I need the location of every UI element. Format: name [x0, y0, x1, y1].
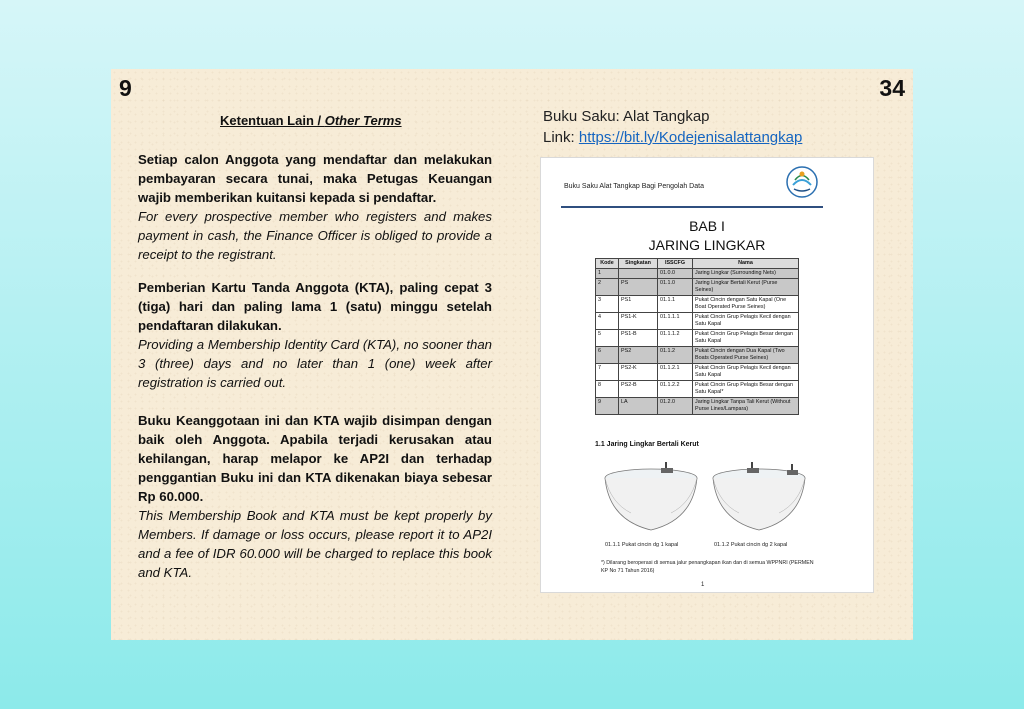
cell-kode: 2	[596, 279, 619, 296]
cell-nama: Pukat Cincin dengan Satu Kapal (One Boat Operated Purse Seines)	[693, 296, 799, 313]
table-header-row	[596, 259, 799, 269]
table-row	[596, 330, 799, 347]
purse-seine-two-boats-icon	[713, 462, 805, 530]
table-row	[596, 347, 799, 364]
table-row	[596, 279, 799, 296]
col-isscfg: ISSCFG	[658, 259, 693, 269]
table-row	[596, 313, 799, 330]
cell-kode: 6	[596, 347, 619, 364]
doc-page-number: 1	[701, 582, 705, 588]
terms-paragraph-1	[138, 150, 492, 264]
terms-paragraph-2	[138, 278, 492, 392]
doc-footnote: *) Dilarang beroperasi di semua jalur penangkapan ikan dan di semua WPPNRI (PERMEN KP No 71 Tahun 2016)	[601, 560, 814, 574]
col-nama: Nama	[693, 259, 799, 269]
terms-paragraph-2-id: Pemberian Kartu Tanda Anggota (KTA), paling cepat 3 (tiga) hari dan paling lama 1 (satu) minggu setelah pendaftaran dilakukan.	[138, 280, 492, 333]
col-kode: Kode	[596, 259, 619, 269]
terms-paragraph-2-en: Providing a Membership Identity Card (KTA), no sooner than 3 (three) days and no later than 1 (one) week after registration is carried out.	[138, 337, 492, 390]
fishing-gear-table	[595, 258, 799, 415]
cell-singkatan	[619, 269, 658, 279]
cell-nama: Jaring Lingkar Bertali Kerut (Purse Seines)	[693, 279, 799, 296]
cell-kode: 7	[596, 364, 619, 381]
cell-isscfg: 01.1.0	[658, 279, 693, 296]
cell-nama: Pukat Cincin Grup Pelagis Besar dengan Satu Kapal	[693, 330, 799, 347]
terms-title-id: Ketentuan Lain /	[220, 113, 325, 128]
cell-kode: 9	[596, 398, 619, 415]
terms-paragraph-3-id: Buku Keanggotaan ini dan KTA wajib disimpan dengan baik oleh Anggota. Apabila terjadi kerusakan atau kehilangan, harap melapor ke AP2I dan terhadap penggantian Buku ini dan KTA dikenakan biaya sebesar Rp 60.000.	[138, 413, 492, 504]
terms-paragraph-1-en: For every prospective member who registers and makes payment in cash, the Finance Officer is obliged to provide a receipt to the registrant.	[138, 209, 492, 262]
cell-kode: 3	[596, 296, 619, 313]
link-prefix: Link:	[543, 129, 579, 146]
cell-singkatan: PS1-K	[619, 313, 658, 330]
cell-isscfg: 01.0.0	[658, 269, 693, 279]
cell-kode: 4	[596, 313, 619, 330]
cell-kode: 1	[596, 269, 619, 279]
cell-isscfg: 01.1.1.2	[658, 330, 693, 347]
col-singkatan: Singkatan	[619, 259, 658, 269]
terms-paragraph-3-en: This Membership Book and KTA must be kept properly by Members. If damage or loss occurs, please report it to AP2I and a fee of IDR 60.000 will be charged to replace this book and KTA.	[138, 508, 492, 580]
doc-header-rule	[561, 206, 823, 208]
cell-kode: 5	[596, 330, 619, 347]
cell-singkatan: PS2	[619, 347, 658, 364]
purse-seine-illustration	[601, 458, 811, 538]
fisheries-logo-icon	[785, 165, 819, 199]
cell-isscfg: 01.1.1	[658, 296, 693, 313]
table-row	[596, 296, 799, 313]
table-row	[596, 398, 799, 415]
cell-singkatan: PS1	[619, 296, 658, 313]
reference-link[interactable]: https://bit.ly/Kodejenisalattangkap	[578, 129, 803, 146]
terms-paragraph-3	[138, 411, 492, 582]
cell-singkatan: LA	[619, 398, 658, 415]
table-row	[596, 381, 799, 398]
cell-nama: Jaring Lingkar Tanpa Tali Kerut (Without Purse Lines/Lampara)	[693, 398, 799, 415]
left-page-number: 9	[119, 75, 132, 101]
document-excerpt	[541, 158, 873, 592]
cell-nama: Pukat Cincin Grup Pelagis Kecil dengan Satu Kapal	[693, 364, 799, 381]
cell-singkatan: PS	[619, 279, 658, 296]
cell-kode: 8	[596, 381, 619, 398]
cell-nama: Pukat Cincin dengan Dua Kapal (Two Boats Operated Purse Seines)	[693, 347, 799, 364]
caption-one-boat: 01.1.1 Pukat cincin dg 1 kapal	[605, 542, 679, 548]
caption-two-boats: 01.1.2 Pukat cincin dg 2 kapal	[714, 542, 788, 548]
section-heading: 1.1 Jaring Lingkar Bertali Kerut	[595, 441, 699, 448]
purse-seine-one-boat-icon	[605, 462, 697, 530]
table-row	[596, 269, 799, 279]
cell-nama: Jaring Lingkar (Surrounding Nets)	[693, 269, 799, 279]
cell-nama: Pukat Cincin Grup Pelagis Besar dengan Satu Kapal*	[693, 381, 799, 398]
cell-isscfg: 01.2.0	[658, 398, 693, 415]
reference-link-row	[543, 127, 802, 148]
right-page-number: 34	[879, 75, 905, 101]
doc-header: Buku Saku Alat Tangkap Bagi Pengolah Data	[564, 183, 704, 190]
cell-isscfg: 01.1.2.1	[658, 364, 693, 381]
cell-singkatan: PS2-K	[619, 364, 658, 381]
terms-title	[220, 113, 402, 128]
booklet-spread	[111, 69, 913, 640]
cell-isscfg: 01.1.2.2	[658, 381, 693, 398]
terms-title-en: Other Terms	[324, 113, 402, 128]
reference-title: Buku Saku: Alat Tangkap	[543, 108, 710, 125]
doc-chapter: BAB I	[689, 218, 725, 234]
terms-paragraph-1-id: Setiap calon Anggota yang mendaftar dan melakukan pembayaran secara tunai, maka Petugas Keuangan wajib memberikan kuitansi kepada si pendaftar.	[138, 152, 492, 205]
doc-chapter-title: JARING LINGKAR	[648, 237, 766, 253]
cell-singkatan: PS1-B	[619, 330, 658, 347]
cell-nama: Pukat Cincin Grup Pelagis Kecil dengan Satu Kapal	[693, 313, 799, 330]
table-row	[596, 364, 799, 381]
cell-isscfg: 01.1.2	[658, 347, 693, 364]
cell-singkatan: PS2-B	[619, 381, 658, 398]
cell-isscfg: 01.1.1.1	[658, 313, 693, 330]
